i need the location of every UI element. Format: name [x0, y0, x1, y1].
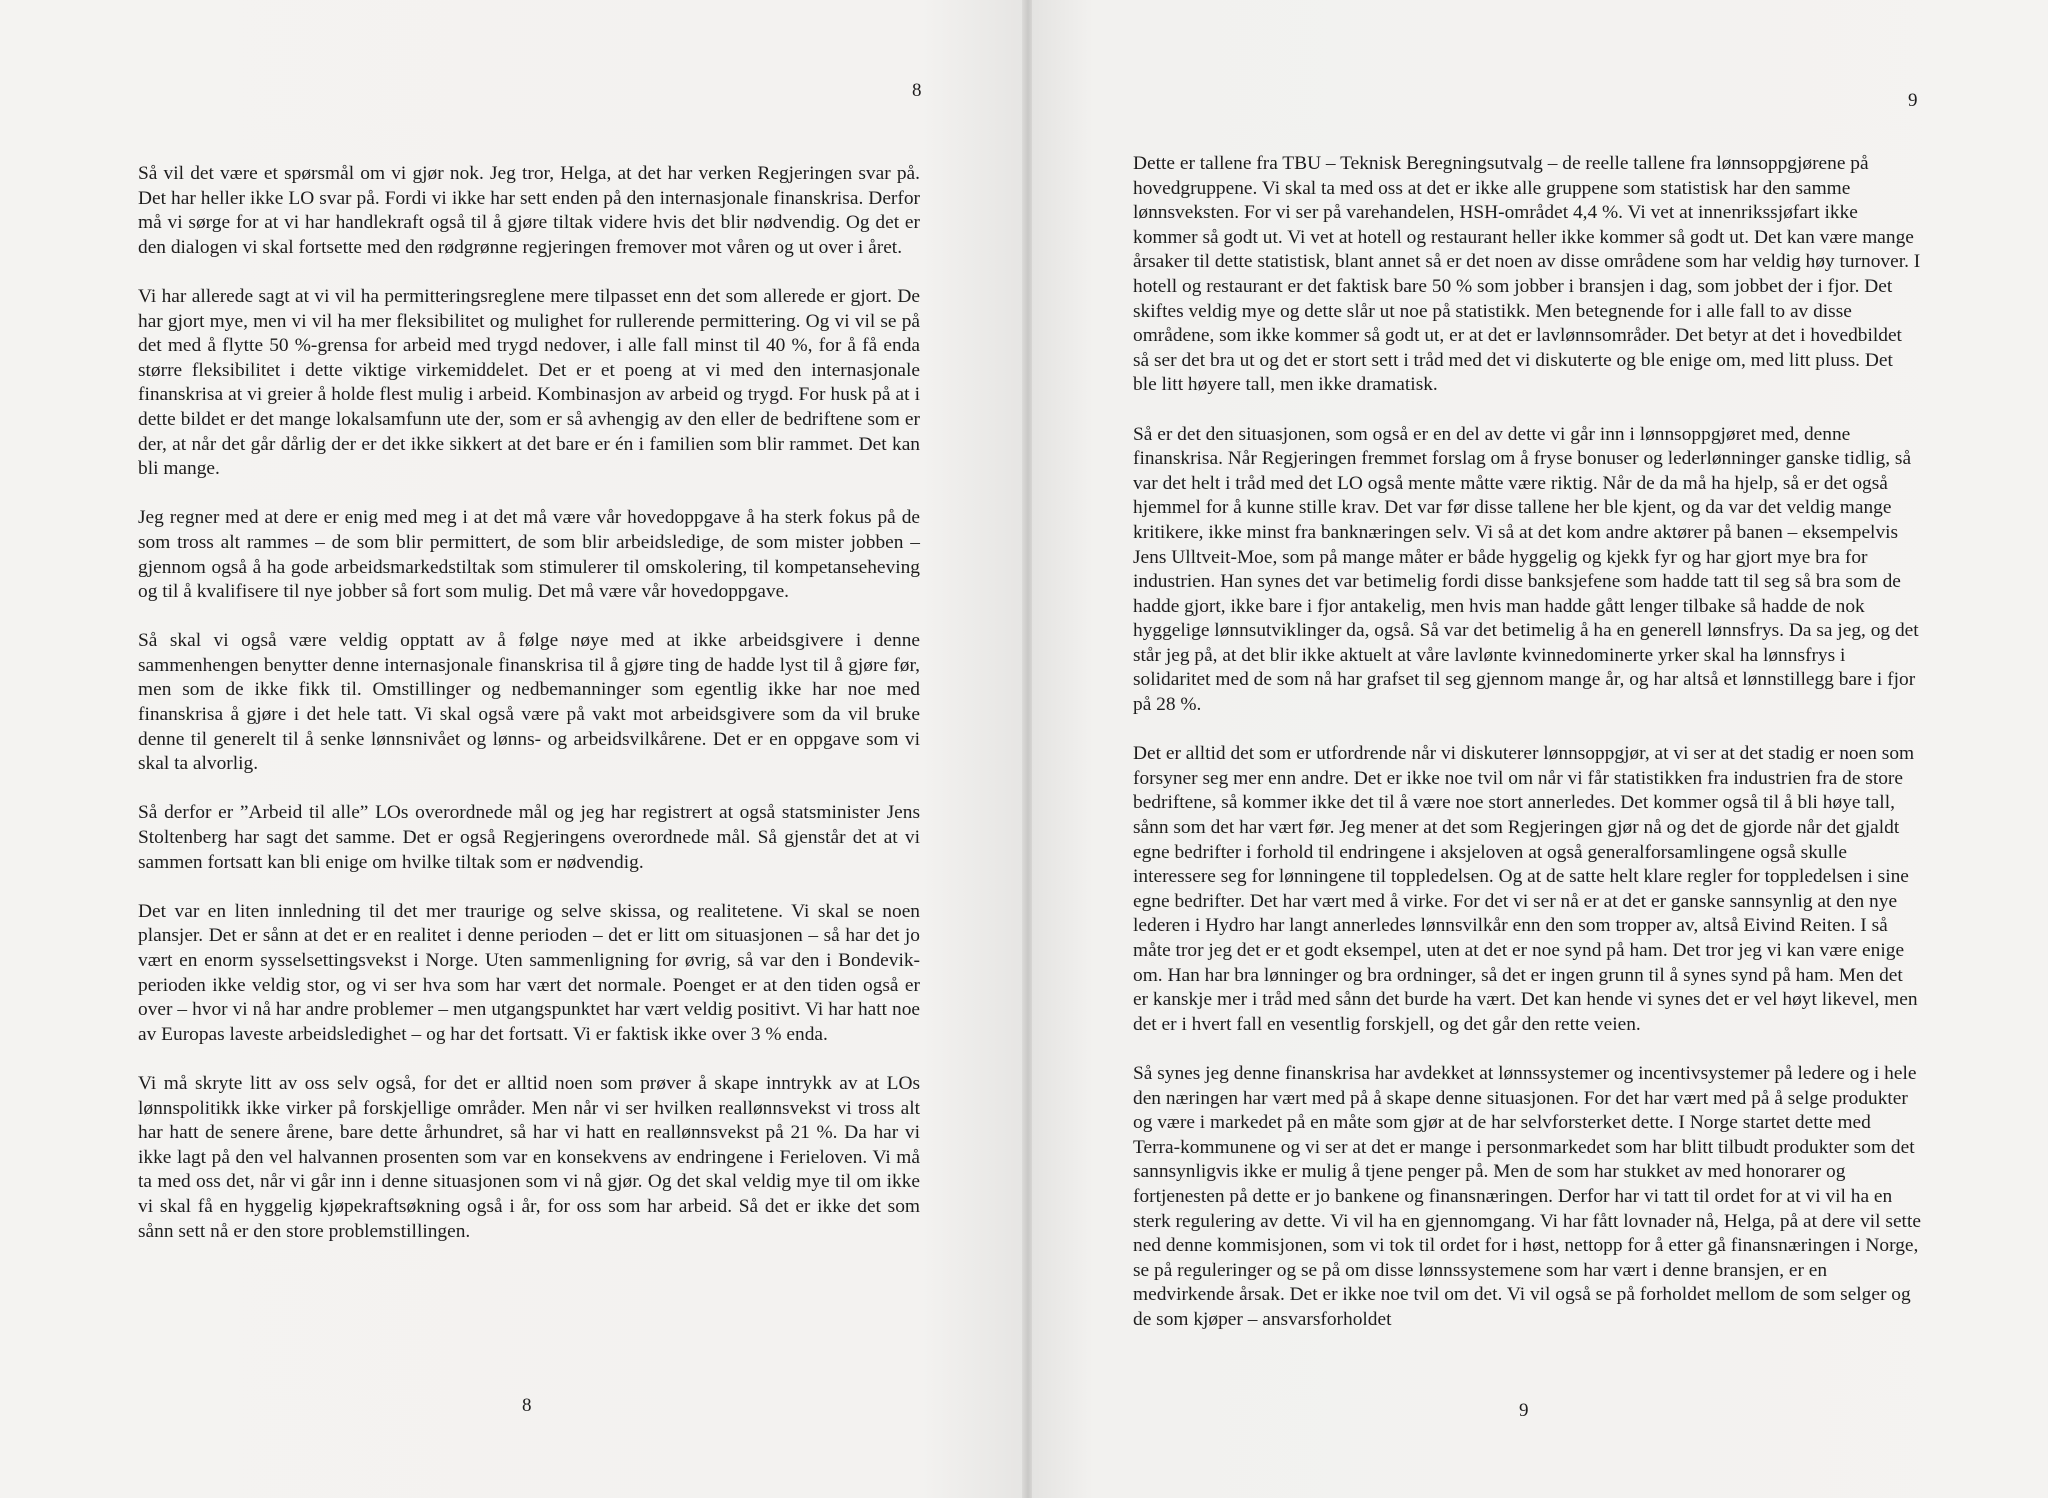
paragraph: Så synes jeg denne finanskrisa har avdekket at lønnssystemer og incentivsystemer på ledere og i hele den næringen har vært med på å skape denne situasjonen. For det har vært med på å selge produkter og være i markedet på en måte som gjør at de har selvforsterket dette. I Norge startet dette med Terra-kommunene og vi ser at det er mange i personmarkedet som har blitt tilbudt produkter som det sannsynligvis ikke er mulig å tjene penger på. Men de som har stukket av med honorarer og fortjenesten på dette er jo bankene og finansnæringen. Derfor har vi tatt til ordet for at vi vil ha en sterk regulering av dette. Vi vil ha en gjennomgang. Vi har fått lovnader nå, Helga, på at dere vil sette ned denne kommisjonen, som vi tok til ordet for i høst, nettopp for å etter gå finansnæringen i Norge, se på reguleringer og se på om disse lønnssystemene som har vært i denne bransjen, er en medvirkende årsak. Det er ikke noe tvil om det. Vi vil også se på forholdet mellom de som selger og de som kjøper – ansvarsforholdet — [1133, 1062, 1921, 1330]
footer-page-number: 9 — [1519, 1400, 1529, 1421]
paragraph: Så derfor er ”Arbeid til alle” LOs overordnede mål og jeg har registrert at også statsminister Jens Stoltenberg har sagt det samme. Det er også Regjeringens overordnede mål. Så gjenstår det at vi sammen fortsatt kan bli enige om hvilke tiltak som er nødvendig. — [138, 802, 920, 873]
paragraph: Vi må skryte litt av oss selv også, for det er alltid noen som prøver å skape inntrykk av at LOs lønnspolitikk ikke virker på forskjellige områder. Men når vi ser hvilken reallønnsvekst vi tross alt har hatt de senere årene, bare dette århundret, så har vi hatt en reallønnsvekst på 21 %. Da har vi ikke lagt på den vel halvannen prosenten som var en konsekvens av endringene i Ferieloven. Vi må ta med oss det, når vi går inn i denne situasjonen som vi nå gjør. Og det skal veldig mye til om ikke vi skal få en hyggelig kjøpekraftsøkning også i år, for oss som har arbeid. Så det er ikke det som sånn sett nå er den store problemstillingen. — [138, 1072, 920, 1242]
header-page-number: 8 — [912, 80, 922, 101]
paragraph: Det var en liten innledning til det mer traurige og selve skissa, og realitetene. Vi skal se noen plansjer. Det er sånn at det er en realitet i denne perioden – det er litt om situasjonen – så har det jo vært en enorm sysselsettingsvekst i Norge. Uten sammenligning for øvrig, så var den i Bondevik-perioden ikke veldig stor, og vi ser hva som har vært det normale. Poenget er at den tiden også er over – hvor vi nå har andre problemer – men utgangspunktet har vært veldig positivt. Vi har hatt noe av Europas laveste arbeidsledighet – og har det fortsatt. Vi er faktisk ikke over 3 % enda. — [138, 900, 920, 1045]
paragraph: Det er alltid det som er utfordrende når vi diskuterer lønnsoppgjør, at vi ser at det stadig er noen som forsyner seg mer enn andre. Det er ikke noe tvil om når vi får statistikken fra industrien fra de store bedriftene, så kommer ikke det til å være noe stort annerledes. Det kommer også til å bli høye tall, sånn som det har vært før. Jeg mener at det som Regjeringen gjør nå og det de gjorde når det gjaldt egne bedrifter i forhold til endringene i aksjeloven at også generalforsamlingene også skulle interessere seg for lønningene til toppledelsen. Og at de satte helt klare regler for toppledelsen i sine egne bedrifter. Det har vært med å virke. For det vi ser nå er at det er ganske sannsynlig at den nye lederen i Hydro har langt annerledes lønnsvilkår enn den som tropper av, altså Eivind Reiten. I så måte tror jeg det er et godt eksempel, uten at det er noe synd på ham. Det tror jeg vi kan være enige om. Han har bra lønninger og bra ordninger, så det er ingen grunn til å synes synd på ham. Men det er kanskje mer i tråd med sånn det burde ha vært. Det kan hende vi synes det er vel høyt likevel, men det er i hvert fall en vesentlig forskjell, og det går den rette veien. — [1133, 743, 1918, 1035]
paragraph: Dette er tallene fra TBU – Teknisk Beregningsutvalg – de reelle tallene fra lønnsoppgjørene på hovedgruppene. Vi skal ta med oss at det er ikke alle gruppene som statistisk har den samme lønnsveksten. For vi ser på varehandelen, HSH-området 4,4 %. Vi vet at innenrikssjøfart ikke kommer så godt ut. Vi vet at hotell og restaurant heller ikke kommer så godt ut. Det kan være mange årsaker til dette statistisk, blant annet så er det noen av disse områdene som har veldig høy turnover. I hotell og restaurant er det faktisk bare 50 % som jobber i bransjen i dag, som jobbet der i fjor. Det skiftes veldig mye og dette slår ut noe på statistikk. Men betegnende for i alle fall to av disse områdene, som ikke kommer så godt ut, er at det er lavlønnsområder. Det betyr at det i hovedbildet så ser det bra ut og det er stort sett i tråd med det vi diskuterte og ble enige om, med litt pluss. Det ble litt høyere tall, men ikke dramatisk. — [1133, 153, 1921, 396]
paragraph: Jeg regner med at dere er enig med meg i at det må være vår hovedoppgave å ha sterk fokus på de som tross alt rammes – de som blir permittert, de som blir arbeidsledige, de som mister jobben – gjennom også å ha gode arbeidsmarkedstiltak som stimulerer til omskolering, til kompetanseheving og til å kvalifisere til nye jobber så fort som mulig. Det må være vår hovedoppgave. — [138, 507, 920, 603]
left-page-body — [138, 162, 920, 1244]
paragraph: Vi har allerede sagt at vi vil ha permitteringsreglene mere tilpasset enn det som allerede er gjort. De har gjort mye, men vi vil ha mer fleksibilitet og mulighet for rullerende permittering. Og vi vil se på det med å flytte 50 %-grensa for arbeid med trygd nedover, i alle fall minst til 40 %, for å få enda større fleksibilitet i dette viktige virkemiddelet. Det er et poeng at vi med den internasjonale finanskrisa at vi greier å holde flest mulig i arbeid. Kombinasjon av arbeid og trygd. For husk på at i dette bildet er det mange lokalsamfunn ute der, som er så avhengig av den eller de bedriftene som er der, at når det går dårlig der er det ikke sikkert at det bare er én i familien som blir rammet. Det kan bli mange. — [138, 285, 920, 480]
right-page-body — [1133, 152, 1921, 1333]
paragraph: Så vil det være et spørsmål om vi gjør nok. Jeg tror, Helga, at det har verken Regjeringen svar på. Det har heller ikke LO svar på. Fordi vi ikke har sett enden på den internasjonale finanskrisa. Derfor må vi sørge for at vi har handlekraft også til å gjøre tiltak videre hvis det blir nødvendig. Og det er den dialogen vi skal fortsette med den rødgrønne regjeringen fremover mot våren og ut over i året. — [138, 163, 920, 258]
paragraph: Så er det den situasjonen, som også er en del av dette vi går inn i lønnsoppgjøret med, denne finanskrisa. Når Regjeringen fremmet forslag om å fryse bonuser og lederlønninger ganske tidlig, så var det helt i tråd med det LO også mente måtte være riktig. Når de da må ha hjelp, så er det også hjemmel for å kunne stille krav. Det var før disse tallene her ble kjent, og da var det veldig mange kritikere, ikke minst fra banknæringen selv. Vi så at det kom andre aktører på banen – eksempelvis Jens Ulltveit-Moe, som på mange måter er både hyggelig og kjekk fyr og har gjort mye bra for industrien. Han synes det var betimelig fordi disse banksjefene som hadde tatt til seg så bra som de hadde gjort, ikke bare i fjor antakelig, men hvis man hadde gått lenger tilbake så hadde de nok hyggelige lønnsutviklinger da, også. Så var det betimelig å ha en generell lønnsfrys. Da sa jeg, og det står jeg på, at det blir ikke aktuelt at våre lavlønte kvinnedominerte yrker skal ha lønnsfrys i solidaritet med de som nå har grafset til seg gjennom mange år, og har altså et lønnstillegg bare i fjor på 28 %. — [1133, 423, 1919, 716]
header-page-number: 9 — [1908, 90, 1918, 111]
paragraph: Så skal vi også være veldig opptatt av å følge nøye med at ikke arbeidsgivere i denne sammenhengen benytter denne internasjonale finanskrisa til å gjøre ting de hadde lyst til å gjøre før, men som de ikke fikk til. Omstillinger og nedbemanninger som egentlig ikke har noe med finanskrisa å gjøre i det hele tatt. Vi skal også være på vakt mot arbeidsgivere som da vil bruke denne til generelt til å senke lønnsnivået og lønns- og arbeidsvilkårene. Det er en oppgave som vi skal ta alvorlig. — [138, 630, 920, 775]
footer-page-number: 8 — [522, 1395, 532, 1416]
